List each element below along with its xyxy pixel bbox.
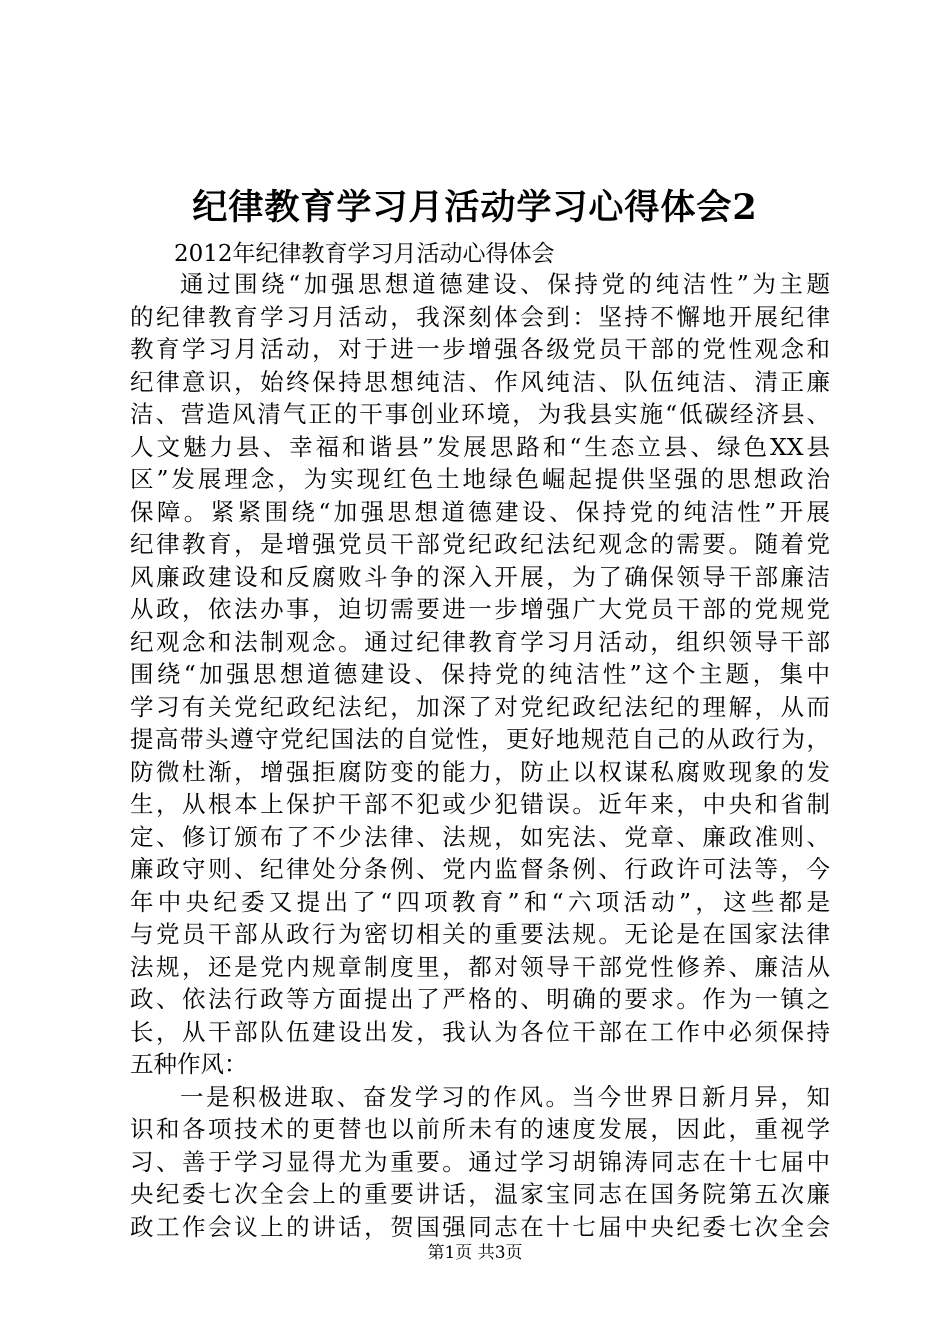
body-line: 习、善于学习显得尤为重要。通过学习胡锦涛同志在十七届中 — [130, 1147, 830, 1176]
body-line: 学习有关党纪政纪法纪，加深了对党纪政纪法纪的理解，从而 — [130, 692, 830, 721]
body-line: 防微杜渐，增强拒腐防变的能力，防止以权谋私腐败现象的发 — [130, 757, 830, 786]
body-line: 教育学习月活动，对于进一步增强各级党员干部的党性观念和 — [130, 335, 830, 363]
document-body — [130, 268, 830, 1243]
body-line: 政工作会议上的讲话，贺国强同志在十七届中央纪委七次全会 — [130, 1212, 830, 1241]
body-line: 提高带头遵守党纪国法的自觉性，更好地规范自己的从政行为， — [130, 725, 830, 753]
body-line: 从政，依法办事，迫切需要进一步增强广大党员干部的党规党 — [130, 595, 830, 623]
document-subtitle: 2012年纪律教育学习月活动心得体会 — [174, 241, 555, 267]
body-line: 定、修订颁布了不少法律、法规，如宪法、党章、廉政准则、 — [130, 822, 830, 851]
body-line: 与党员干部从政行为密切相关的重要法规。无论是在国家法律 — [130, 920, 830, 948]
body-line: 的纪律教育学习月活动，我深刻体会到：坚持不懈地开展纪律 — [130, 302, 830, 331]
page-number-footer: 第1页 共3页 — [427, 1243, 523, 1263]
body-line: 纪律教育，是增强党员干部党纪政纪法纪观念的需要。随着党 — [130, 530, 830, 558]
body-line: 风廉政建设和反腐败斗争的深入开展，为了确保领导干部廉洁 — [130, 562, 830, 591]
body-line: 通过围绕“加强思想道德建设、保持党的纯洁性”为主题 — [180, 270, 830, 298]
body-line: 一是积极进取、奋发学习的作风。当今世界日新月异，知 — [180, 1082, 830, 1111]
body-line: 纪律意识，始终保持思想纯洁、作风纯洁、队伍纯洁、清正廉 — [130, 367, 830, 396]
body-line: 围绕“加强思想道德建设、保持党的纯洁性”这个主题，集中 — [130, 660, 830, 688]
body-line: 年中央纪委又提出了“四项教育”和“六项活动”，这些都是 — [130, 887, 830, 916]
body-line: 识和各项技术的更替也以前所未有的速度发展，因此，重视学 — [130, 1115, 830, 1143]
body-line: 区”发展理念，为实现红色土地绿色崛起提供坚强的思想政治 — [130, 465, 830, 493]
body-line: 政、依法行政等方面提出了严格的、明确的要求。作为一镇之 — [130, 985, 830, 1013]
body-line: 洁、营造风清气正的干事创业环境，为我县实施“低碳经济县、 — [130, 400, 830, 428]
body-line: 人文魅力县、幸福和谐县”发展思路和“生态立县、绿色XX县 — [130, 432, 830, 461]
body-line: 长，从干部队伍建设出发，我认为各位干部在工作中必须保持 — [130, 1017, 830, 1046]
body-line: 生，从根本上保护干部不犯或少犯错误。近年来，中央和省制 — [130, 790, 830, 818]
body-line: 纪观念和法制观念。通过纪律教育学习月活动，组织领导干部 — [130, 627, 830, 656]
body-line: 廉政守则、纪律处分条例、党内监督条例、行政许可法等，今 — [130, 855, 830, 883]
document-title: 纪律教育学习月活动学习心得体会2 — [192, 187, 758, 228]
body-line: 五种作风： — [130, 1050, 248, 1078]
body-line: 法规，还是党内规章制度里，都对领导干部党性修养、廉洁从 — [130, 952, 830, 981]
body-line: 央纪委七次全会上的重要讲话，温家宝同志在国务院第五次廉 — [130, 1180, 830, 1208]
body-line: 保障。紧紧围绕“加强思想道德建设、保持党的纯洁性”开展 — [130, 497, 830, 526]
